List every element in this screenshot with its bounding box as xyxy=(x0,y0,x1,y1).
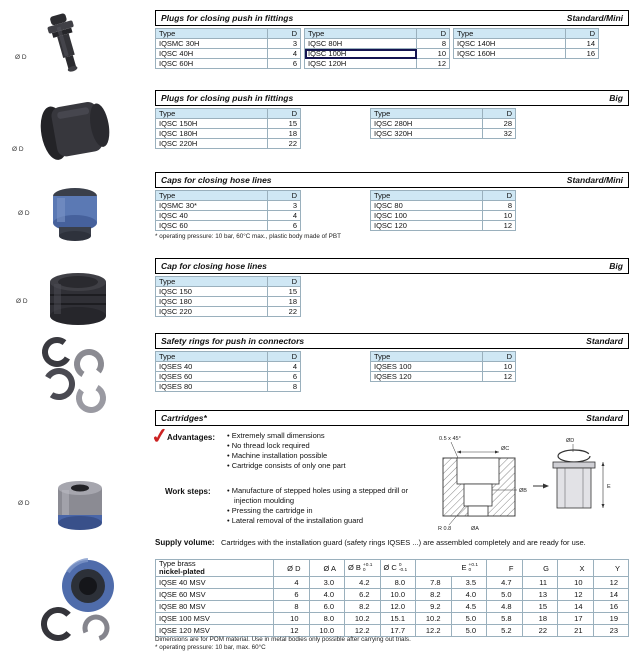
type-cell: IQSC 160H xyxy=(454,49,566,59)
product-photo-big-cap xyxy=(36,270,120,337)
column-header: Type xyxy=(454,29,566,39)
work-steps-label: Work steps: xyxy=(165,487,211,496)
column-header: D xyxy=(268,277,301,287)
header-row xyxy=(305,29,450,39)
dimension-cell: 8 xyxy=(274,601,310,613)
type-cell: IQSMC 30* xyxy=(156,201,268,211)
dimension-cell: 12 xyxy=(483,221,516,231)
section-title: Plugs for closing push in fittings xyxy=(161,13,294,23)
dimension-cell: 8.2 xyxy=(345,601,381,613)
dimension-cell: 19 xyxy=(593,613,629,625)
dimension-cell: 10 xyxy=(558,577,594,589)
dimension-cell: 12 xyxy=(417,59,450,69)
dimension-cell: 12.0 xyxy=(380,601,416,613)
table-row xyxy=(156,119,301,129)
dim-label-dia-d: ØD xyxy=(566,438,575,444)
dimension-cell: 8.2 xyxy=(416,589,452,601)
bullet-item: • Extremely small dimensions xyxy=(227,431,427,441)
dimension-cell: 17.7 xyxy=(380,625,416,637)
type-cell: IQSMC 30H xyxy=(156,39,268,49)
column-header: Type xyxy=(156,29,268,39)
dimension-cell: 6 xyxy=(274,589,310,601)
section-badge: Big xyxy=(609,93,623,103)
spec-table xyxy=(155,276,301,317)
spec-tables-row xyxy=(155,28,629,69)
dimension-cell: 8.0 xyxy=(380,577,416,589)
dimension-cell: 3.0 xyxy=(309,577,345,589)
spec-table xyxy=(370,190,516,231)
section-header-bar xyxy=(155,258,629,274)
dimension-cell: 6 xyxy=(268,59,301,69)
dim-label-dia-c: ØC xyxy=(501,446,510,452)
dimension-cell: 32 xyxy=(483,129,516,139)
advantages-label: Advantages: xyxy=(167,433,216,442)
dim-label-chamfer: 0.5 x 45° xyxy=(439,436,461,442)
spec-tables-row xyxy=(155,351,629,392)
header-row xyxy=(454,29,599,39)
diameter-d-label: Ø D xyxy=(15,54,27,61)
dimension-cell: 10.0 xyxy=(309,625,345,637)
dim-label-radius: R 0.8 xyxy=(438,526,452,532)
table-row xyxy=(305,39,450,49)
supply-volume-text: Cartridges with the installation guard (safety rings IQSES ...) are assembled completely and are ready for use. xyxy=(221,538,586,547)
dimension-cell: 4.7 xyxy=(487,577,523,589)
dimension-cell: 12 xyxy=(274,625,310,637)
section-header-bar xyxy=(155,333,629,349)
type-cell: IQSC 140H xyxy=(454,39,566,49)
type-cell: IQSE 40 MSV xyxy=(156,577,274,589)
section-plugs-standard-mini xyxy=(155,10,629,69)
header-row xyxy=(371,109,516,119)
dimension-cell: 18 xyxy=(268,129,301,139)
dimension-cell: 16 xyxy=(593,601,629,613)
cartridge-image xyxy=(42,476,118,534)
table-row xyxy=(371,211,516,221)
dimension-cell: 14 xyxy=(593,589,629,601)
dimension-cell: 12.2 xyxy=(416,625,452,637)
type-cell: IQSC 150 xyxy=(156,287,268,297)
material-note: Dimensions are for POM material. Use in metal bodies only possible after carrying out trials. xyxy=(155,636,411,643)
table-row xyxy=(371,129,516,139)
dimension-cell: 4.8 xyxy=(487,601,523,613)
column-header: Type xyxy=(371,109,483,119)
header-row xyxy=(156,560,629,577)
dimension-cell: 18 xyxy=(268,297,301,307)
column-header: Ø A xyxy=(309,560,345,577)
cartridge-row xyxy=(156,613,629,625)
type-cell: IQSES 120 xyxy=(371,372,483,382)
table-row xyxy=(156,287,301,297)
dimension-cell: 4 xyxy=(268,49,301,59)
table-row xyxy=(156,49,301,59)
dimension-cell: 12 xyxy=(593,577,629,589)
spec-table xyxy=(370,108,516,139)
table-row xyxy=(454,39,599,49)
section-badge: Standard/Mini xyxy=(566,175,623,185)
product-photo-big-plug xyxy=(28,92,128,171)
spec-table xyxy=(304,28,450,69)
column-header: X xyxy=(558,560,594,577)
dimension-cell: 15.1 xyxy=(380,613,416,625)
work-steps-list xyxy=(227,486,432,526)
type-cell: IQSES 60 xyxy=(156,372,268,382)
column-header: D xyxy=(268,109,301,119)
section-header-bar xyxy=(155,10,629,26)
section-safety-rings xyxy=(155,333,629,392)
dimension-cell: 3.5 xyxy=(451,577,487,589)
dimension-cell: 15 xyxy=(268,119,301,129)
column-header: D xyxy=(268,191,301,201)
dimension-cell: 14 xyxy=(558,601,594,613)
dimension-cell: 10 xyxy=(483,362,516,372)
column-header: Type xyxy=(371,352,483,362)
spec-table xyxy=(155,108,301,149)
check-icon: ✓ xyxy=(149,424,170,449)
type-cell: IQSE 60 MSV xyxy=(156,589,274,601)
dimension-cell: 4.0 xyxy=(309,589,345,601)
section-badge: Standard/Mini xyxy=(566,13,623,23)
table-row xyxy=(454,49,599,59)
dimension-cell: 8 xyxy=(483,201,516,211)
spec-tables-row xyxy=(155,190,629,231)
dimension-cell: 15 xyxy=(268,287,301,297)
type-cell: IQSE 100 MSV xyxy=(156,613,274,625)
table-row xyxy=(156,129,301,139)
type-cell: IQSC 40 xyxy=(156,211,268,221)
column-header: D xyxy=(483,352,516,362)
dimension-cell: 3 xyxy=(268,39,301,49)
diameter-d-label: Ø D xyxy=(12,146,24,153)
bullet-item: • Machine installation possible xyxy=(227,451,427,461)
section-cap-big xyxy=(155,258,629,317)
section-title: Cap for closing hose lines xyxy=(161,261,267,271)
type-cell: IQSC 80H xyxy=(305,39,417,49)
type-column-header: Type brass nickel-plated xyxy=(156,560,274,577)
section-title: Cartridges* xyxy=(161,413,207,423)
column-header: Type xyxy=(156,277,268,287)
dimension-cell: 4 xyxy=(268,362,301,372)
table-row xyxy=(156,59,301,69)
dimension-cell: 8 xyxy=(268,382,301,392)
column-header: F xyxy=(487,560,523,577)
dimension-cell: 14 xyxy=(566,39,599,49)
type-cell: IQSC 180H xyxy=(156,129,268,139)
cartridge-row xyxy=(156,589,629,601)
supply-volume-block xyxy=(155,538,623,548)
type-cell: IQSE 120 MSV xyxy=(156,625,274,637)
dimension-cell: 4.5 xyxy=(451,601,487,613)
dimension-cell: 7.8 xyxy=(416,577,452,589)
column-header: Ø C 0 -0.1 xyxy=(380,560,416,577)
type-cell: IQSC 60 xyxy=(156,221,268,231)
table-row xyxy=(371,201,516,211)
dimension-cell: 5.0 xyxy=(451,613,487,625)
dimension-cell: 5.0 xyxy=(487,589,523,601)
section-cartridges xyxy=(149,410,629,651)
header-row xyxy=(371,352,516,362)
section-caps-standard-mini xyxy=(155,172,629,240)
dimension-cell: 4 xyxy=(268,211,301,221)
dimension-cell: 6.0 xyxy=(309,601,345,613)
table-row xyxy=(371,119,516,129)
type-cell: IQSES 80 xyxy=(156,382,268,392)
dimension-cell: 10.2 xyxy=(345,613,381,625)
type-cell: IQSC 120H xyxy=(305,59,417,69)
table-row xyxy=(305,59,450,69)
dimension-cell: 11 xyxy=(522,577,558,589)
table-row xyxy=(371,362,516,372)
bullet-item: • Pressing the cartridge in xyxy=(227,506,432,516)
dim-label-dia-a: ØA xyxy=(471,526,479,532)
header-row xyxy=(371,191,516,201)
type-cell: IQSC 220 xyxy=(156,307,268,317)
type-cell: IQSC 320H xyxy=(371,129,483,139)
header-row xyxy=(156,277,301,287)
operating-pressure-footnote: * operating pressure: 10 bar, 60°C max., plastic body made of PBT xyxy=(155,233,341,240)
product-photo-cap xyxy=(40,184,110,249)
dimension-cell: 6 xyxy=(268,221,301,231)
spec-tables-row xyxy=(155,276,629,317)
dimension-cell: 8 xyxy=(417,39,450,49)
dimension-cell: 22 xyxy=(268,307,301,317)
header-row xyxy=(156,29,301,39)
highlighted-type-cell[interactable]: IQSC 100H xyxy=(305,49,417,59)
advantages-list xyxy=(227,431,427,471)
dimension-cell: 4.2 xyxy=(345,577,381,589)
safety-rings-image xyxy=(25,334,125,416)
column-header: G xyxy=(522,560,558,577)
dimension-cell: 28 xyxy=(483,119,516,129)
dimension-cell: 15 xyxy=(522,601,558,613)
table-row xyxy=(156,201,301,211)
table-row xyxy=(156,307,301,317)
table-row xyxy=(156,39,301,49)
product-photo-mini-plug xyxy=(20,12,110,85)
header-row xyxy=(156,191,301,201)
dimension-cell: 5.2 xyxy=(487,625,523,637)
dim-label-e: E xyxy=(607,484,611,490)
column-header: Type xyxy=(156,191,268,201)
type-cell: IQSES 40 xyxy=(156,362,268,372)
dimension-cell: 10 xyxy=(417,49,450,59)
section-title: Caps for closing hose lines xyxy=(161,175,272,185)
column-header: D xyxy=(268,352,301,362)
section-header-bar xyxy=(155,410,629,426)
mini-plug-image xyxy=(20,12,110,80)
big-cap-image xyxy=(36,270,120,332)
dimension-cell: 21 xyxy=(558,625,594,637)
type-cell: IQSC 280H xyxy=(371,119,483,129)
dimension-cell: 16 xyxy=(566,49,599,59)
dimension-cell: 12 xyxy=(483,372,516,382)
diameter-d-label: Ø D xyxy=(16,298,28,305)
cartridge-row xyxy=(156,577,629,589)
dimension-cell: 10 xyxy=(274,613,310,625)
dimension-cell: 13 xyxy=(522,589,558,601)
bullet-item: • Manufacture of stepped holes using a stepped drill or injection moulding xyxy=(227,486,432,506)
header-row xyxy=(156,109,301,119)
dimension-cell: 5.0 xyxy=(451,625,487,637)
type-cell: IQSC 80 xyxy=(371,201,483,211)
dimension-cell: 8.0 xyxy=(309,613,345,625)
bullet-item: • Cartridge consists of only one part xyxy=(227,461,427,471)
column-header: Ø D xyxy=(274,560,310,577)
column-header: Type xyxy=(371,191,483,201)
type-cell: IQSC 100 xyxy=(371,211,483,221)
section-header-bar xyxy=(155,172,629,188)
table-row xyxy=(156,372,301,382)
diameter-d-label: Ø D xyxy=(18,500,30,507)
dimension-cell: 10.2 xyxy=(416,613,452,625)
dimension-cell: 5.8 xyxy=(487,613,523,625)
spec-table xyxy=(370,351,516,382)
column-header: D xyxy=(417,29,450,39)
spec-tables-row xyxy=(155,108,629,149)
column-header: D xyxy=(566,29,599,39)
section-header-bar xyxy=(155,90,629,106)
section-plugs-big xyxy=(155,90,629,149)
dimension-cell: 17 xyxy=(558,613,594,625)
column-header: D xyxy=(483,109,516,119)
diameter-d-label: Ø D xyxy=(18,210,30,217)
type-cell: IQSES 100 xyxy=(371,362,483,372)
section-title: Plugs for closing push in fittings xyxy=(161,93,294,103)
type-cell: IQSC 180 xyxy=(156,297,268,307)
cap-image xyxy=(40,184,110,244)
cartridge-with-ring-image xyxy=(30,554,130,648)
column-header: Type xyxy=(156,109,268,119)
table-row xyxy=(305,49,450,59)
type-cell: IQSC 220H xyxy=(156,139,268,149)
spec-table xyxy=(453,28,599,59)
table-row xyxy=(371,372,516,382)
cartridge-row xyxy=(156,601,629,613)
dimension-cell: 12 xyxy=(558,589,594,601)
pressure-note: * operating pressure: 10 bar, max. 60°C xyxy=(155,644,266,651)
dimension-cell: 6.2 xyxy=(345,589,381,601)
type-cell: IQSE 80 MSV xyxy=(156,601,274,613)
header-row xyxy=(156,352,301,362)
product-photo-cartridge xyxy=(42,476,118,539)
product-photo-safety-rings xyxy=(25,334,125,421)
bullet-item: • Lateral removal of the installation guard xyxy=(227,516,432,526)
table-row xyxy=(156,362,301,372)
dimension-cell: 22 xyxy=(522,625,558,637)
dimension-cell: 22 xyxy=(268,139,301,149)
dimension-cell: 12.2 xyxy=(345,625,381,637)
section-badge: Standard xyxy=(586,336,623,346)
spec-table xyxy=(155,28,301,69)
big-plug-image xyxy=(28,92,128,166)
column-header: E +0.1 0 xyxy=(416,560,487,577)
dimension-cell: 10.0 xyxy=(380,589,416,601)
type-cell: IQSC 120 xyxy=(371,221,483,231)
spec-table xyxy=(155,190,301,231)
supply-volume-label: Supply volume: xyxy=(155,538,215,547)
cartridge-row xyxy=(156,625,629,637)
product-photo-cartridge-with-ring xyxy=(30,554,130,653)
table-row xyxy=(156,382,301,392)
column-header: Ø B +0.1 0 xyxy=(345,560,381,577)
section-title: Safety rings for push in connectors xyxy=(161,336,305,346)
column-header: Y xyxy=(593,560,629,577)
table-row xyxy=(371,221,516,231)
table-row xyxy=(156,221,301,231)
dimension-cell: 10 xyxy=(483,211,516,221)
technical-drawing xyxy=(437,430,629,538)
dimension-cell: 6 xyxy=(268,372,301,382)
table-row xyxy=(156,139,301,149)
spec-table xyxy=(155,351,301,392)
column-header: D xyxy=(483,191,516,201)
dim-label-dia-b: ØB xyxy=(519,488,527,494)
table-row xyxy=(156,211,301,221)
table-row xyxy=(156,297,301,307)
type-cell: IQSC 150H xyxy=(156,119,268,129)
type-cell: IQSC 60H xyxy=(156,59,268,69)
dimension-cell: 23 xyxy=(593,625,629,637)
section-badge: Big xyxy=(609,261,623,271)
column-header: D xyxy=(268,29,301,39)
type-cell: IQSC 40H xyxy=(156,49,268,59)
dimension-cell: 4.0 xyxy=(451,589,487,601)
dimension-cell: 4 xyxy=(274,577,310,589)
cartridge-dimensions-table xyxy=(155,559,629,637)
section-badge: Standard xyxy=(586,413,623,423)
dimension-cell: 3 xyxy=(268,201,301,211)
dimension-cell: 9.2 xyxy=(416,601,452,613)
column-header: Type xyxy=(305,29,417,39)
column-header: Type xyxy=(156,352,268,362)
bullet-item: • No thread lock required xyxy=(227,441,427,451)
dimension-cell: 18 xyxy=(522,613,558,625)
